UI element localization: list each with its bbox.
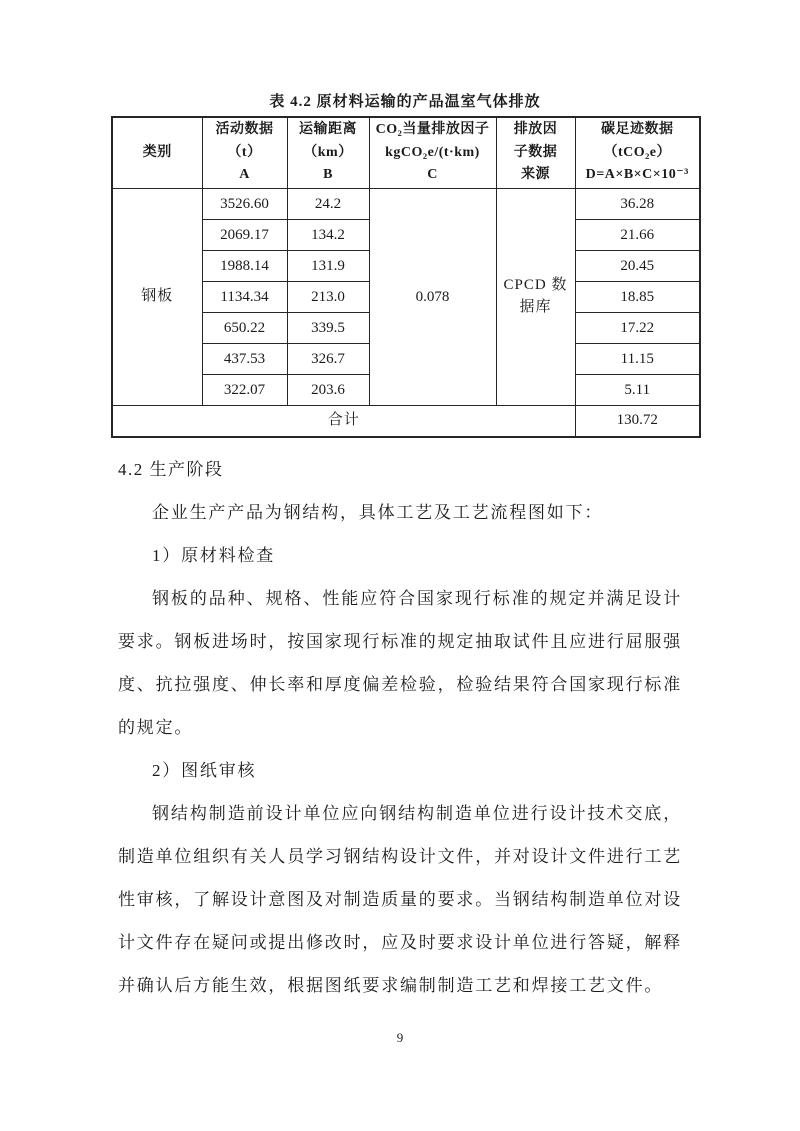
total-label-cell: 合计	[112, 406, 575, 437]
distance-cell: 339.5	[287, 313, 369, 344]
category-cell: 钢板	[112, 189, 202, 406]
page-number: 9	[396, 1030, 404, 1045]
emissions-table	[111, 116, 701, 438]
header-factor-source: 排放因 子数据 来源	[496, 117, 575, 189]
footprint-cell: 17.22	[575, 313, 700, 344]
activity-cell: 1988.14	[202, 251, 287, 282]
header-distance: 运输距离 （km） B	[287, 117, 369, 189]
distance-cell: 326.7	[287, 344, 369, 375]
activity-cell: 1134.34	[202, 282, 287, 313]
activity-cell: 650.22	[202, 313, 287, 344]
table-header	[112, 117, 700, 189]
header-carbon-footprint: 碳足迹数据 （tCO₂e） D=A×B×C×10⁻³	[575, 117, 700, 189]
footprint-cell: 5.11	[575, 375, 700, 406]
activity-cell: 322.07	[202, 375, 287, 406]
distance-cell: 203.6	[287, 375, 369, 406]
factor-cell: 0.078	[369, 189, 496, 406]
footprint-cell: 11.15	[575, 344, 700, 375]
distance-cell: 24.2	[287, 189, 369, 220]
footprint-cell: 21.66	[575, 220, 700, 251]
activity-cell: 437.53	[202, 344, 287, 375]
paragraph: 1）原材料检查	[152, 545, 276, 565]
paragraph: 钢板的品种、规格、性能应符合国家现行标准的规定并满足设计要求。钢板进场时，按国家现行标准的规定抽取试件且应进行屈服强度、抗拉强度、伸长率和厚度偏差检验，检验结果符合国家现行标准的规定。	[118, 588, 682, 737]
header-row	[112, 117, 700, 189]
header-emission-factor: CO₂当量排放因子 kgCO₂e/(t·km) C	[369, 117, 496, 189]
distance-cell: 131.9	[287, 251, 369, 282]
activity-cell: 3526.60	[202, 189, 287, 220]
footprint-cell: 18.85	[575, 282, 700, 313]
total-row	[112, 406, 700, 437]
section-heading: 4.2 生产阶段	[118, 459, 224, 479]
table-title: 表 4.2 原材料运输的产品温室气体排放	[269, 94, 541, 110]
table-row	[112, 189, 700, 220]
section-content	[118, 448, 682, 1007]
source-cell: CPCD 数据库	[496, 189, 575, 406]
total-value-cell: 130.72	[575, 406, 700, 437]
paragraph: 企业生产产品为钢结构，具体工艺及工艺流程图如下：	[152, 502, 604, 522]
header-category	[112, 117, 202, 189]
distance-cell: 134.2	[287, 220, 369, 251]
footprint-cell: 36.28	[575, 189, 700, 220]
header-category-label: 类别	[142, 144, 172, 160]
distance-cell: 213.0	[287, 282, 369, 313]
paragraph: 2）图纸审核	[152, 760, 257, 780]
footprint-cell: 20.45	[575, 251, 700, 282]
table-body	[112, 189, 700, 437]
paragraph: 钢结构制造前设计单位应向钢结构制造单位进行设计技术交底，制造单位组织有关人员学习钢结构设计文件，并对设计文件进行工艺性审核，了解设计意图及对制造质量的要求。当钢结构制造单位对设计文件存在疑问或提出修改时，应及时要求设计单位进行答疑，解释并确认后方能生效，根据图纸要求编制制造工艺和焊接工艺文件。	[118, 803, 682, 995]
activity-cell: 2069.17	[202, 220, 287, 251]
header-activity: 活动数据 （t） A	[202, 117, 287, 189]
